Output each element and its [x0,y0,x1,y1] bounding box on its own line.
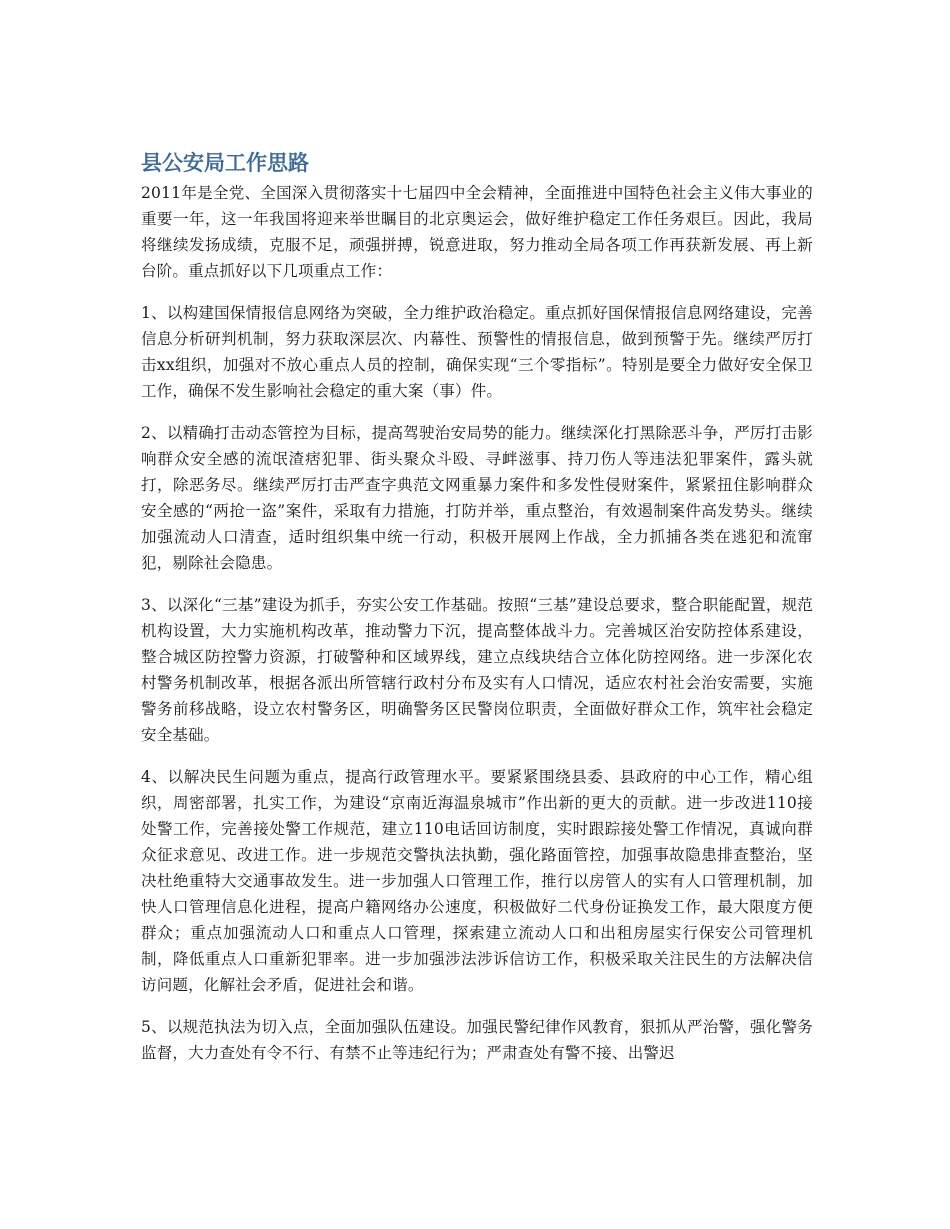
document-title: 县公安局工作思路 [141,151,309,175]
paragraph-item-2: 2、以精确打击动态管控为目标，提高驾驶治安局势的能力。继续深化打黑除恶斗争，严厉打击影响群众安全感的流氓渣痞犯罪、街头聚众斗殴、寻衅滋事、持刀伤人等违法犯罪案件，露头就打，除恶务尽。继续严厉打击严查字典范文网重暴力案件和多发性侵财案件，紧紧扭住影响群众安全感的“两抢一盗”案件，采取有力措施，打防并举，重点整治，有效遏制案件高发势头。继续加强流动人口清查，适时组织集中统一行动，积极开展网上作战，全力抓捕各类在逃犯和流窜犯，剔除社会隐患。 [141,424,813,572]
paragraph-item-3: 3、以深化“三基”建设为抓手，夯实公安工作基础。按照“三基”建设总要求，整合职能配置，规范机构设置，大力实施机构改革，推动警力下沉，提高整体战斗力。完善城区治安防控体系建设，整合城区防控警力资源，打破警种和区域界线，建立点线块结合立体化防控网络。进一步深化农村警务机制改革，根据各派出所管辖行政村分布及实有人口情况，适应农村社会治安需要，实施警务前移战略，设立农村警务区，明确警务区民警岗位职责，全面做好群众工作，筑牢社会稳定安全基础。 [141,596,813,744]
paragraph-item-1: 1、以构建国保情报信息网络为突破，全力维护政治稳定。重点抓好国保情报信息网络建设，完善信息分析研判机制，努力获取深层次、内幕性、预警性的情报信息，做到预警于先。继续严厉打击xx组织，加强对不放心重点人员的控制，确保实现“三个零指标”。特别是要全力做好安全保卫工作，确保不发生影响社会稳定的重大案（事）件。 [141,304,813,400]
intro-paragraph: 2011年是全党、全国深入贯彻落实十七届四中全会精神，全面推进中国特色社会主义伟大事业的重要一年，这一年我国将迎来举世瞩目的北京奥运会，做好维护稳定工作任务艰巨。因此，我局将继续发扬成绩，克服不足，顽强拼搏，锐意进取，努力推动全局各项工作再获新发展、再上新台阶。重点抓好以下几项重点工作： [141,184,813,280]
paragraph-item-4: 4、以解决民生问题为重点，提高行政管理水平。要紧紧围绕县委、县政府的中心工作，精心组织，周密部署，扎实工作，为建设“京南近海温泉城市”作出新的更大的贡献。进一步改进110接处警工作，完善接处警工作规范，建立110电话回访制度，实时跟踪接处警工作情况，真诚向群众征求意见、改进工作。进一步规范交警执法执勤，强化路面管控，加强事故隐患排查整治，坚决杜绝重特大交通事故发生。进一步加强人口管理工作，推行以房管人的实有人口管理机制，加快人口管理信息化进程，提高户籍网络办公速度，积极做好二代身份证换发工作，最大限度方便群众；重点加强流动人口和重点人口管理，探索建立流动人口和出租房屋实行保安公司管理机制，降低重点人口重新犯罪率。进一步加强涉法涉诉信访工作，积极采取关注民生的方法解决信访问题，化解社会矛盾，促进社会和谐。 [141,768,813,994]
document-page [141,148,813,1082]
paragraph-item-5: 5、以规范执法为切入点，全面加强队伍建设。加强民警纪律作风教育，狠抓从严治警，强化警务监督，大力查处有令不行、有禁不止等违纪行为；严肃查处有警不接、出警迟 [141,1018,813,1062]
